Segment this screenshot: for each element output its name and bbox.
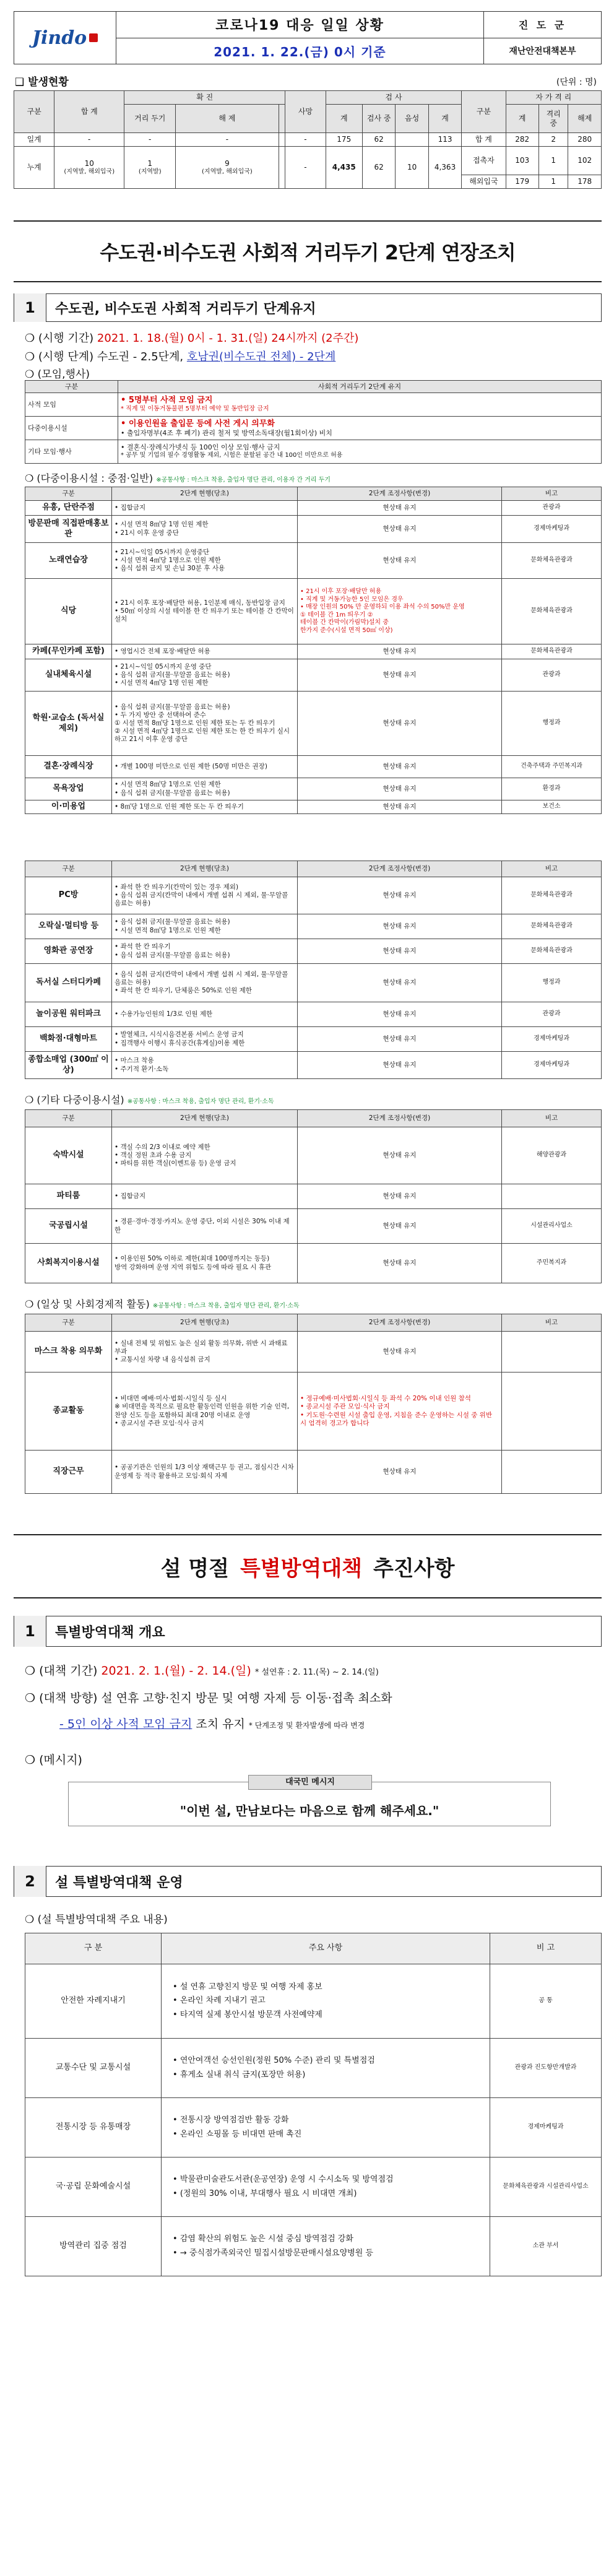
table-row: 이·미용업 • 8㎡당 1명으로 인원 제한 또는 두 칸 띄우기 현상태 유지 보건소 [25,800,602,814]
direction-line: ❍ (대책 방향) 설 연휴 고향·친지 방문 및 여행 자제 등 이동·접촉 최소화 [25,1691,392,1705]
col-confirm: 확 진 [124,91,285,105]
section2-header: 1 특별방역대책 개요 [14,1616,602,1647]
section3-header: 2 설 특별방역대책 운영 [14,1866,602,1897]
table-row: 기타 모임·행사 • 결혼식·장례식가넷식 등 100인 이상 모임·행사 금지 * 공무 및 기업의 필수 경영활동 제외, 시험은 분할된 공간 내 100인 미만으로 허용 [25,440,602,464]
status-unit: (단위 : 명) [556,77,597,87]
table-row: 다중이용시설 • 이용인원을 출입문 등에 사전 게시 의무화 • 출입자명부(4조 후 폐기) 관리 철저 및 방역소독대장(월1회이상) 비치 [25,417,602,440]
table-row: 직장근무 • 공공기관은 인원의 1/3 이상 재택근무 등 권고, 점심시간 시차운영제 등 적극 활용하고 모임·회식 자제 현상태 유지 [25,1451,602,1494]
status-row-overseas: 해외입국 179 1 178 [14,175,602,189]
table-row: 방문판매 직접판매홍보관 • 시설 면적 8㎡당 1명 인원 제한 • 21시 이후 운영 중단 현상태 유지 경제마케팅과 [25,516,602,543]
col-total: 합 계 [54,91,124,133]
table-row: 파티룸 • 집합금지 현상태 유지 [25,1184,602,1209]
table-row: 결혼·장례식장 • 개별 100명 미만으로 인원 제한 (50명 미만은 권장) 현상태 유지 건축주택과 주민복지과 [25,756,602,778]
table-row: 영화관 공연장 • 좌석 한 칸 띄우기 • 음식 섭취 금지(물·무알콜 음료는 허용) 현상태 유지 문화체육관광과 [25,939,602,964]
status-row-daily: 일계 - - - - 175 62 113 합 계 282 2 280 [14,133,602,147]
col-gun: 구분 [462,91,506,133]
jindo-logo: Jindo [14,12,116,64]
table-row: 독서실 스터디카페 • 음식 섭취 금지(칸막이 내에서 개별 섭취 시 제외, 물·무알콜 음료는 허용) • 좌석 한 칸 띄우기, 단체룸은 50%로 인원 제한 현상태 유지 행정과 [25,964,602,1002]
report-header [14,11,602,64]
section3-sub: ❍ (설 특별방역대책 주요 내용) [25,1914,168,1926]
section1-banner: 수도권·비수도권 사회적 거리두기 2단계 연장조치 [14,220,602,282]
col-death: 사망 [285,91,326,133]
table-row: 국공립시설 • 경륜·경마·경정·카지노 운영 중단, 이외 시설은 30% 이내 제한 현상태 유지 시설관리사업소 [25,1209,602,1244]
table-row: 사회복지이용시설 • 이용인원 50% 이하로 제한(최대 100명까지는 동등) 방역 강화하며 운영 지역 위험도 등에 따라 필요 시 휴관 현상태 유지 주민복지과 [25,1244,602,1283]
table-row: 학원·교습소 (독서실 제외) • 음식 섭취 금지(물·무알콜 음료는 허용) • 두 가지 방안 중 선택하여 준수 ① 시설 면적 8㎡당 1명으로 인원 제한 또는 두 칸 띄우기 ② 시설 면적 4㎡당 1명으로 인원 제한 또는 한 칸 띄우기 실시하고 21시 이후 운영 중단 현상태 유지 행정과 [25,692,602,756]
table-row: 국·공립 문화예술시설 • 박물관미술관도서관(운공연장) 운영 시 수시소독 및 방역점검 • (정원의 30% 이내, 부대행사 필요 시 비대면 개최) 문화체육관광과 시설관리사업소 [25,2158,602,2217]
table-row: 사적 모임 • 5명부터 사적 모임 금지 * 직계 및 이동거동불편 5명부터 예약 및 동반입장 금지 [25,393,602,417]
message-box: 대국민 메시지 "이번 설, 만남보다는 마음으로 함께 해주세요." [68,1782,551,1826]
table-row: 실내체육시설 • 21시~익일 05시까지 운영 중단 • 음식 섭취 금지(물·무알콜 음료는 허용) • 시설 면적 4㎡당 1명 인원 제한 현상태 유지 관광과 [25,659,602,692]
message-label: ❍ (메시지) [25,1753,82,1767]
table-row: 카페(무인카페 포함) • 영업시간 전체 포장·배달만 허용 현상태 유지 문화체육관광과 [25,644,602,659]
table-row: PC방 • 좌석 한 칸 띄우기(칸막이 있는 경우 제외) • 음식 섭취 금지(칸막이 내에서 개별 섭취 시 제외, 물·무알콜 음료는 허용) 현상태 유지 문화체육관광과 [25,877,602,914]
gathering-ban-line: - 5인 이상 사적 모임 금지 조치 유지 * 단계조정 및 환자발생에 따라 변경 [59,1717,365,1731]
table-row: 전통시장 등 유통매장 • 전통시장 방역점검반 활동 강화 • 온라인 쇼핑몰 등 비대면 판매 촉진 경제마케팅과 [25,2098,602,2158]
daily-table: 구분 2단계 현행(당초) 2단계 조정사항(변경) 비고 마스크 착용 의무화 • 실내 전체 및 위험도 높은 실외 활동 의무화, 위반 시 과태료 부과 • 교통시설 차량 내 음식섭취 금지 현상태 유지 종교활동 • 비대면 예배·미사·법회·시일식 등 실시 ※ 비대면을 목적으로 필요한 활동인력 인원을 위한 기술 인력, 찬양 신도 등을 포함하되 최대 20명 이내로 운영 • 종교시설 주관 모임·식사 금지 • 정규예배·미사법회·시일식 등 좌석 수 20% 이내 인원 참석 • 종교시설 주관 모임·식사 금지 • 기도원·수련원 시설 출입 운영, 지침을 준수 운영하는 시설 중 위반 시 엄격히 경고가 합니다 직장근무 • 공공기관은 인원의 1/3 이상 재택근무 등 권고, 점심시간 시차운영제 등 적극 활용하고 모임·회식 자제 현상태 유지 [25,1314,602,1494]
status-table: 구분 합 계 확 진 사망 검 사 구분 자 가 격 리 거리 두기 해 제 계 검사 중 음성 계 계 격리 중 해제 일계 - - - - 175 62 113 합 계 282 2 280 누계 10 (지역발, 해외입국) 1 (지역발) 9 (지역발, 해외입국) - 4,435 62 10 4,363 접촉자 103 1 102 해외입국 179 1 178 [14,90,602,189]
status-row-cumulative: 누계 10 (지역발, 해외입국) 1 (지역발) 9 (지역발, 해외입국) - 4,435 62 10 4,363 접촉자 103 1 102 [14,147,602,175]
other-table: 구분 2단계 현행(당초) 2단계 조정사항(변경) 비고 숙박시설 • 객실 수의 2/3 이내로 예약 제한 • 객실 정원 초과 수용 금지 • 파티를 위한 객실(이벤트룸 등) 운영 금지 현상태 유지 해양관광과 파티룸 • 집합금지 현상태 유지 국공립시설 • 경륜·경마·경정·카지노 운영 중단, 이외 시설은 30% 이내 제한 현상태 유지 시설관리사업소 사회복지이용시설 • 이용인원 50% 이하로 제한(최대 100명까지는 동등) 방역 강화하며 운영 지역 위험도 등에 따라 필요 시 휴관 현상태 유지 주민복지과 [25,1109,602,1283]
table-row: 목욕장업 • 시설 면적 8㎡당 1명으로 인원 제한 • 음식 섭취 금지(물·무알콜 음료는 허용) 현상태 유지 환경과 [25,778,602,800]
report-title: 코로나19 대응 일일 상황 [116,12,483,38]
gather-label: ❍ (모임,행사) [25,368,90,381]
table-row: 교통수단 및 교통시설 • 연안여객선 승선인원(정원 50% 수준) 관리 및 특별점검 • 휴게소 실내 취식 금지(포장만 허용) 관광과 진도항만개발과 [25,2039,602,2098]
table-row: 노래연습장 • 21시~익일 05시까지 운영중단 • 시설 면적 4㎡당 1명으로 인원 제한 • 음식 섭취 금지 및 손님 30분 후 사용 현상태 유지 문화체육관광과 [25,543,602,579]
org-county: 진 도 군 [484,12,601,38]
org-hq: 재난안전대책본부 [509,46,576,57]
table-row: 백화점·대형마트 • 발열체크, 시식시음견본품 서비스 운영 금지 • 집객행사 이행시 휴식공간(휴게실)이용 제한 현상태 유지 경제마케팅과 [25,1027,602,1052]
table-row: 유흥, 단란주점 • 집합금지 현상태 유지 관광과 [25,501,602,516]
col-type: 구분 [14,91,54,133]
table-row: 식당 • 21시 이후 포장·배달만 허용, 1인분제 매식, 동반입장 금지 • 50㎡ 이상의 시설 테이블 한 칸 띄우기 또는 테이블 간 칸막이 설치 • 21시 이후 포장·배달만 허용 • 직계 및 거동가능한 5인 모임은 경우 • 매장 인원의 50% 만 운영하되 이용 좌석 수의 50%만 운영 ① 테이블 간 1m 띄우기 ② 테이블 간 칸막이(가림막)설치 중 한가지 준수(시설 면적 50㎡ 이상) 문화체육관광과 [25,579,602,644]
facility-table: 구분 2단계 현행(당초) 2단계 조정사항(변경) 비고 유흥, 단란주점 • 집합금지 현상태 유지 관광과 방문판매 직접판매홍보관 • 시설 면적 8㎡당 1명 인원 제한 • 21시 이후 운영 중단 현상태 유지 경제마케팅과 노래연습장 • 21시~익일 05시까지 운영중단 • 시설 면적 4㎡당 1명으로 인원 제한 • 음식 섭취 금지 및 손님 30분 후 사용 현상태 유지 문화체육관광과 식당 • 21시 이후 포장·배달만 허용, 1인분제 매식, 동반입장 금지 • 50㎡ 이상의 시설 테이블 한 칸 띄우기 또는 테이블 간 칸막이 설치 • 21시 이후 포장·배달만 허용 • 직계 및 거동가능한 5인 모임은 경우 • 매장 인원의 50% 만 운영하되 이용 좌석 수의 50%만 운영 ① 테이블 간 1m 띄우기 ② 테이블 간 칸막이(가림막)설치 중 한가지 준수(시설 면적 50㎡ 이상) 문화체육관광과 카페(무인카페 포함) • 영업시간 전체 포장·배달만 허용 현상태 유지 문화체육관광과 실내체육시설 • 21시~익일 05시까지 운영 중단 • 음식 섭취 금지(물·무알콜 음료는 허용) • 시설 면적 4㎡당 1명 인원 제한 현상태 유지 관광과 학원·교습소 (독서실 제외) • 음식 섭취 금지(물·무알콜 음료는 허용) • 두 가지 방안 중 선택하여 준수 ① 시설 면적 8㎡당 1명으로 인원 제한 또는 두 칸 띄우기 ② 시설 면적 4㎡당 1명으로 인원 제한 또는 한 칸 띄우기 실시하고 21시 이후 운영 중단 현상태 유지 행정과 결혼·장례식장 • 개별 100명 미만으로 인원 제한 (50명 미만은 권장) 현상태 유지 건축주택과 주민복지과 목욕장업 • 시설 면적 8㎡당 1명으로 인원 제한 • 음식 섭취 금지(물·무알콜 음료는 허용) 현상태 유지 환경과 이·미용업 • 8㎡당 1명으로 인원 제한 또는 두 칸 띄우기 현상태 유지 보건소 [25,487,602,814]
gathering-table: 구분 사회적 거리두기 2단계 유지 사적 모임 • 5명부터 사적 모임 금지 * 직계 및 이동거동불편 5명부터 예약 및 동반입장 금지 다중이용시설 • 이용인원을 출입문 등에 사전 게시 의무화 • 출입자명부(4조 후 폐기) 관리 철저 및 방역소독대장(월1회이상) 비치 기타 모임·행사 • 결혼식·장례식가넷식 등 100인 이상 모임·행사 금지 * 공무 및 기업의 필수 경영활동 제외, 시험은 분할된 공간 내 100인 미만으로 허용 [25,380,602,464]
special-table: 구 분 주요 사항 비 고 안전한 자례지내기 • 설 연휴 고향친지 방문 및 여행 자제 홍보 • 온라인 차례 지내기 권고 • 타지역 실제 봉안시설 방문객 사전예약제 공 통 교통수단 및 교통시설 • 연안여객선 승선인원(정원 50% 수준) 관리 및 특별점검 • 휴게소 실내 취식 금지(포장만 허용) 관광과 진도항만개발과 전통시장 등 유통매장 • 전통시장 방역점검반 활동 강화 • 온라인 쇼핑몰 등 비대면 판매 촉진 경제마케팅과 국·공립 문화예술시설 • 박물관미술관도서관(운공연장) 운영 시 수시소독 및 방역점검 • (정원의 30% 이내, 부대행사 필요 시 비대면 개최) 문화체육관광과 시설관리사업소 방역관리 집중 점검 • 감염 확산의 위험도 높은 시설 중심 방역점검 강화 • → 중식점가족외국인 밀집시설방문판매시설요양병원 등 소관 부서 [25,1933,602,2276]
col-test: 검 사 [326,91,462,105]
table-row: 안전한 자례지내기 • 설 연휴 고향친지 방문 및 여행 자제 홍보 • 온라인 차례 지내기 권고 • 타지역 실제 봉안시설 방문객 사전예약제 공 통 [25,1964,602,2039]
table-row: 종교활동 • 비대면 예배·미사·법회·시일식 등 실시 ※ 비대면을 목적으로 필요한 활동인력 인원을 위한 기술 인력, 찬양 신도 등을 포함하되 최대 20명 이내로 운영 • 종교시설 주관 모임·식사 금지 • 정규예배·미사법회·시일식 등 좌석 수 20% 이내 인원 참석 • 종교시설 주관 모임·식사 금지 • 기도원·수련원 시설 출입 운영, 지침을 준수 운영하는 시설 중 위반 시 엄격히 경고가 합니다 [25,1373,602,1451]
table-row: 숙박시설 • 객실 수의 2/3 이내로 예약 제한 • 객실 정원 초과 수용 금지 • 파티를 위한 객실(이벤트룸 등) 운영 금지 현상태 유지 해양관광과 [25,1127,602,1184]
status-title: ❑ 발생현황 [15,76,69,89]
section2-banner: 설 명절 특별방역대책 추진사항 [14,1534,602,1598]
period2-line: ❍ (대책 기간) 2021. 2. 1.(월) - 2. 14.(일) * 설연휴 : 2. 11.(목) ~ 2. 14.(일) [25,1664,379,1678]
level-line: ❍ (시행 단계) 수도권 - 2.5단계, 호남권(비수도권 전체) - 2단계 [25,350,336,363]
table-row: 오락실·멀티방 등 • 음식 섭취 금지(물·무알콜 음료는 허용) • 시설 면적 8㎡당 1명으로 인원 제한 현상태 유지 문화체육관광과 [25,914,602,939]
report-date: 2021. 1. 22.(금) 0시 기준 [214,44,386,59]
table-row: 놀이공원 워터파크 • 수용가능인원의 1/3로 인원 제한 현상태 유지 관광과 [25,1002,602,1027]
multi-label: ❍ (다중이용시설 : 중점·일반) ※공통사항 : 마스크 착용, 출입자 명단 관리, 이용자 간 거리 두기 [25,472,331,484]
daily-label: ❍ (일상 및 사회경제적 활동) ※공통사항 : 마스크 착용, 출입자 명단 관리, 환기·소독 [25,1298,300,1310]
table-row: 마스크 착용 의무화 • 실내 전체 및 위험도 높은 실외 활동 의무화, 위반 시 과태료 부과 • 교통시설 차량 내 음식섭취 금지 현상태 유지 [25,1332,602,1373]
col-quar: 자 가 격 리 [506,91,602,105]
facility-table-2: 구분 2단계 현행(당초) 2단계 조정사항(변경) 비고 PC방 • 좌석 한 칸 띄우기(칸막이 있는 경우 제외) • 음식 섭취 금지(칸막이 내에서 개별 섭취 시 제외, 물·무알콜 음료는 허용) 현상태 유지 문화체육관광과 오락실·멀티방 등 • 음식 섭취 금지(물·무알콜 음료는 허용) • 시설 면적 8㎡당 1명으로 인원 제한 현상태 유지 문화체육관광과 영화관 공연장 • 좌석 한 칸 띄우기 • 음식 섭취 금지(물·무알콜 음료는 허용) 현상태 유지 문화체육관광과 독서실 스터디카페 • 음식 섭취 금지(칸막이 내에서 개별 섭취 시 제외, 물·무알콜 음료는 허용) • 좌석 한 칸 띄우기, 단체룸은 50%로 인원 제한 현상태 유지 행정과 놀이공원 워터파크 • 수용가능인원의 1/3로 인원 제한 현상태 유지 관광과 백화점·대형마트 • 발열체크, 시식시음견본품 서비스 운영 금지 • 집객행사 이행시 휴식공간(휴게실)이용 제한 현상태 유지 경제마케팅과 종합소매업 (300㎡ 이상) • 마스크 착용 • 주기적 환기·소독 현상태 유지 경제마케팅과 [25,861,602,1079]
period-line: ❍ (시행 기간) 2021. 1. 18.(월) 0시 - 1. 31.(일) 24시까지 (2주간) [25,332,359,345]
section1-header: 1 수도권, 비수도권 사회적 거리두기 단계유지 [14,293,602,322]
table-row: 방역관리 집중 점검 • 감염 확산의 위험도 높은 시설 중심 방역점검 강화 • → 중식점가족외국인 밀집시설방문판매시설요양병원 등 소관 부서 [25,2217,602,2276]
table-row: 종합소매업 (300㎡ 이상) • 마스크 착용 • 주기적 환기·소독 현상태 유지 경제마케팅과 [25,1052,602,1079]
other-label: ❍ (기타 다중이용시설) ※공통사항 : 마스크 착용, 출입자 명단 관리, 환기·소독 [25,1094,274,1106]
